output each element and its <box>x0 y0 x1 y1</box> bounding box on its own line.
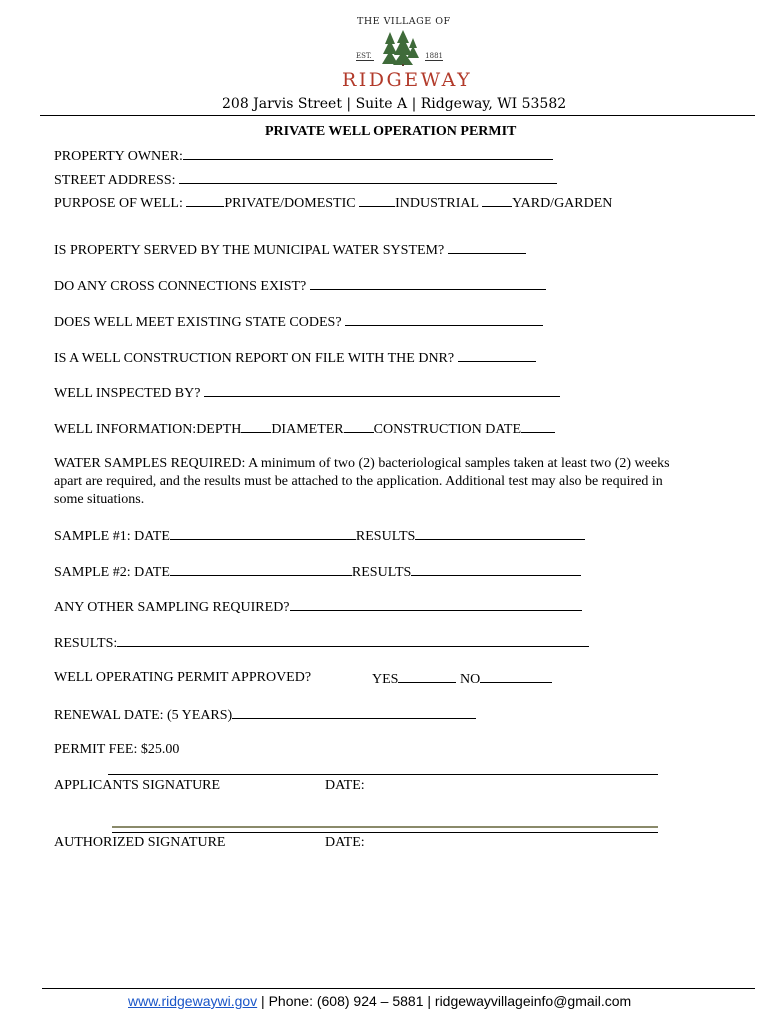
applicant-date-label: DATE: <box>325 778 365 793</box>
sample-1-results-label: RESULTS <box>355 529 416 544</box>
state-codes-label: DOES WELL MEET EXISTING STATE CODES? <box>54 315 342 330</box>
sample-2-results-field[interactable] <box>411 563 581 576</box>
results-field[interactable] <box>117 634 589 647</box>
footer-website-link[interactable]: www.ridgewaywi.gov <box>128 993 258 1009</box>
cross-connections-label: DO ANY CROSS CONNECTIONS EXIST? <box>54 279 307 294</box>
renewal-date-label: RENEWAL DATE: (5 YEARS) <box>54 708 233 723</box>
sample-1-label: SAMPLE #1: DATE <box>54 529 170 544</box>
approved-no-field[interactable] <box>480 670 552 683</box>
footer-phone-email: | Phone: (608) 924 – 5881 | ridgewayvillageinfo@gmail.com <box>257 993 632 1009</box>
municipal-field[interactable] <box>448 241 526 254</box>
sample-1-date-field[interactable] <box>170 527 356 540</box>
logo-village-of: THE VILLAGE OF <box>357 16 451 27</box>
sample-1-row <box>54 527 585 545</box>
street-address-field[interactable] <box>179 171 557 184</box>
applicant-signature-line[interactable] <box>108 774 658 775</box>
street-address-label: STREET ADDRESS: <box>54 173 176 188</box>
construction-date-field[interactable] <box>521 420 555 433</box>
street-address-row <box>54 171 557 189</box>
results-label: RESULTS: <box>54 636 118 651</box>
other-sampling-label: ANY OTHER SAMPLING REQUIRED? <box>54 600 290 615</box>
approved-no-label: NO <box>459 672 481 687</box>
purpose-label: PURPOSE OF WELL: <box>54 196 183 211</box>
property-owner-row <box>54 147 553 165</box>
approved-yes-no-row <box>372 670 552 688</box>
footer-divider <box>42 988 755 989</box>
sample-2-row <box>54 563 581 581</box>
purpose-yard-label: YARD/GARDEN <box>512 196 613 211</box>
purpose-row <box>54 194 612 212</box>
dnr-report-row <box>54 349 536 367</box>
samples-text-line-2: apart are required, and the results must be attached to the application. Additional test may also be required in <box>54 474 663 489</box>
approved-yes-field[interactable] <box>398 670 456 683</box>
authorized-date-label: DATE: <box>325 835 365 850</box>
permit-fee: PERMIT FEE: $25.00 <box>54 742 180 757</box>
municipal-row <box>54 241 526 259</box>
cross-connections-field[interactable] <box>310 277 546 290</box>
inspected-by-field[interactable] <box>204 384 560 397</box>
well-depth-label: WELL INFORMATION:DEPTH <box>54 422 242 437</box>
approved-yes-label: YES <box>372 672 399 687</box>
dnr-report-field[interactable] <box>458 349 536 362</box>
header-address: 208 Jarvis Street | Suite A | Ridgeway, WI 53582 <box>222 96 567 112</box>
state-codes-row <box>54 313 543 331</box>
purpose-yard-field[interactable] <box>482 194 512 207</box>
logo-est-label: EST. <box>356 52 374 61</box>
well-diameter-label: DIAMETER <box>271 422 344 437</box>
authorized-signature-line[interactable] <box>112 832 658 833</box>
sample-2-label: SAMPLE #2: DATE <box>54 565 170 580</box>
purpose-industrial-label: INDUSTRIAL <box>395 196 479 211</box>
applicant-signature-label: APPLICANTS SIGNATURE <box>54 778 221 793</box>
results-row <box>54 634 589 652</box>
permit-approved-label: WELL OPERATING PERMIT APPROVED? <box>54 670 312 685</box>
well-info-row <box>54 420 555 438</box>
header-divider <box>40 115 755 116</box>
samples-text-line-3: some situations. <box>54 492 145 507</box>
property-owner-field[interactable] <box>183 147 553 160</box>
construction-date-label: CONSTRUCTION DATE <box>373 422 522 437</box>
footer-contact <box>128 993 631 1009</box>
signature-separator <box>112 826 658 828</box>
purpose-private-label: PRIVATE/DOMESTIC <box>224 196 356 211</box>
well-diameter-field[interactable] <box>344 420 374 433</box>
samples-text-line-1: WATER SAMPLES REQUIRED: A minimum of two (2) bacteriological samples taken at least two (2) weeks <box>54 456 670 471</box>
purpose-private-field[interactable] <box>186 194 224 207</box>
sample-2-date-field[interactable] <box>170 563 352 576</box>
property-owner-label: PROPERTY OWNER: <box>54 149 183 164</box>
purpose-industrial-field[interactable] <box>359 194 395 207</box>
form-title: PRIVATE WELL OPERATION PERMIT <box>265 124 517 139</box>
pine-trees-icon <box>376 28 422 66</box>
logo-village-name: RIDGEWAY <box>342 69 473 91</box>
sample-2-results-label: RESULTS <box>351 565 412 580</box>
renewal-row <box>54 706 476 724</box>
other-sampling-field[interactable] <box>290 598 582 611</box>
well-depth-field[interactable] <box>241 420 271 433</box>
renewal-date-field[interactable] <box>232 706 476 719</box>
sample-1-results-field[interactable] <box>415 527 585 540</box>
dnr-report-label: IS A WELL CONSTRUCTION REPORT ON FILE WITH THE DNR? <box>54 351 455 366</box>
inspected-by-label: WELL INSPECTED BY? <box>54 386 201 401</box>
municipal-label: IS PROPERTY SERVED BY THE MUNICIPAL WATER SYSTEM? <box>54 243 445 258</box>
state-codes-field[interactable] <box>345 313 543 326</box>
other-sampling-row <box>54 598 582 616</box>
inspected-by-row <box>54 384 560 402</box>
logo-est-year: 1881 <box>425 52 443 60</box>
cross-connections-row <box>54 277 546 295</box>
authorized-signature-label: AUTHORIZED SIGNATURE <box>54 835 226 850</box>
